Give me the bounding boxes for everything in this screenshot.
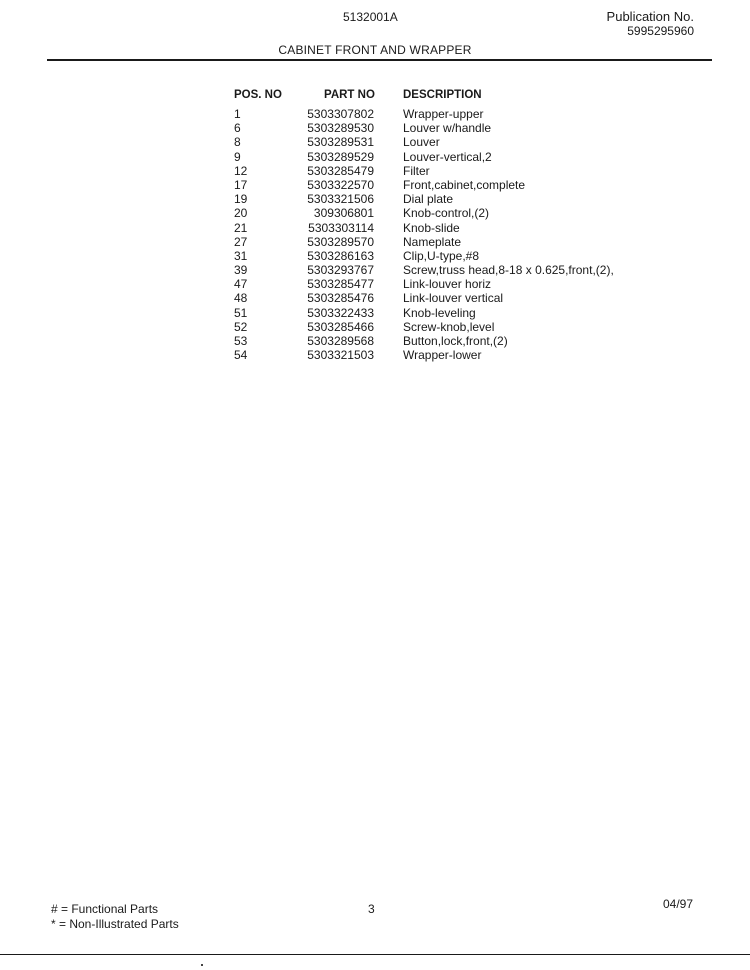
publication-number: 5995295960 bbox=[627, 24, 694, 38]
pos-no-cell: 17 bbox=[234, 177, 248, 192]
table-row bbox=[0, 263, 750, 277]
description-cell: Screw,truss head,8-18 x 0.625,front,(2), bbox=[403, 263, 614, 278]
part-no-cell: 5303322570 bbox=[307, 177, 374, 192]
legend-functional-parts: # = Functional Parts bbox=[51, 902, 159, 916]
part-no-cell: 5303289530 bbox=[307, 121, 374, 136]
part-no-cell: 5303293767 bbox=[307, 263, 374, 278]
table-row bbox=[0, 221, 750, 235]
table-row bbox=[0, 192, 750, 206]
header-divider bbox=[47, 59, 712, 61]
description-cell: Link-louver horiz bbox=[403, 277, 492, 292]
column-header-description: DESCRIPTION bbox=[403, 89, 482, 101]
table-row bbox=[0, 348, 750, 362]
pos-no-cell: 19 bbox=[234, 192, 248, 207]
table-row bbox=[0, 121, 750, 135]
part-no-cell: 5303321506 bbox=[307, 192, 374, 207]
table-row bbox=[0, 178, 750, 192]
model-number: 5132001A bbox=[343, 10, 398, 24]
part-no-cell: 5303322433 bbox=[307, 305, 374, 320]
table-row bbox=[0, 135, 750, 149]
part-no-cell: 5303285479 bbox=[307, 163, 374, 178]
table-row bbox=[0, 306, 750, 320]
pos-no-cell: 27 bbox=[234, 234, 248, 249]
description-cell: Louver bbox=[403, 135, 440, 150]
part-no-cell: 5303289531 bbox=[307, 135, 374, 150]
part-no-cell: 5303285466 bbox=[307, 319, 374, 334]
table-row bbox=[0, 164, 750, 178]
part-no-cell: 5303286163 bbox=[307, 248, 374, 263]
description-cell: Knob-control,(2) bbox=[403, 206, 490, 221]
table-row bbox=[0, 249, 750, 263]
description-cell: Front,cabinet,complete bbox=[403, 177, 526, 192]
pos-no-cell: 6 bbox=[234, 121, 241, 136]
part-no-cell: 5303285476 bbox=[307, 291, 374, 306]
pos-no-cell: 54 bbox=[234, 348, 248, 363]
legend-non-illustrated-parts: * = Non-Illustrated Parts bbox=[51, 917, 179, 931]
description-cell: Screw-knob,level bbox=[403, 319, 495, 334]
pos-no-cell: 21 bbox=[234, 220, 248, 235]
pos-no-cell: 1 bbox=[234, 107, 241, 121]
description-cell: Button,lock,front,(2) bbox=[403, 334, 508, 348]
part-no-cell: 5303307802 bbox=[307, 107, 374, 121]
pos-no-cell: 9 bbox=[234, 149, 241, 164]
part-no-cell: 5303285477 bbox=[307, 277, 374, 292]
scan-mark bbox=[201, 964, 203, 966]
column-header-part-no: PART NO bbox=[324, 89, 375, 101]
pos-no-cell: 39 bbox=[234, 263, 248, 278]
description-cell: Dial plate bbox=[403, 192, 454, 207]
description-cell: Filter bbox=[403, 163, 430, 178]
description-cell: Louver-vertical,2 bbox=[403, 149, 492, 164]
table-row bbox=[0, 107, 750, 121]
publication-label: Publication No. bbox=[606, 9, 694, 24]
part-no-cell: 5303289570 bbox=[307, 234, 374, 249]
part-no-cell: 5303321503 bbox=[307, 348, 374, 363]
page-number: 3 bbox=[368, 902, 375, 916]
footer-divider bbox=[0, 954, 750, 955]
pos-no-cell: 8 bbox=[234, 135, 241, 150]
description-cell: Knob-slide bbox=[403, 220, 460, 235]
description-cell: Wrapper-lower bbox=[403, 348, 482, 363]
pos-no-cell: 12 bbox=[234, 163, 248, 178]
description-cell: Clip,U-type,#8 bbox=[403, 248, 480, 263]
date-code: 04/97 bbox=[662, 897, 693, 911]
pos-no-cell: 52 bbox=[234, 319, 248, 334]
table-row bbox=[0, 291, 750, 305]
pos-no-cell: 47 bbox=[234, 277, 248, 292]
parts-list bbox=[0, 107, 750, 362]
table-row bbox=[0, 277, 750, 291]
part-no-cell: 309306801 bbox=[313, 206, 374, 221]
table-row bbox=[0, 206, 750, 220]
description-cell: Link-louver vertical bbox=[403, 291, 504, 306]
pos-no-cell: 53 bbox=[234, 334, 248, 348]
part-no-cell: 5303289529 bbox=[307, 149, 374, 164]
pos-no-cell: 48 bbox=[234, 291, 248, 306]
pos-no-cell: 51 bbox=[234, 305, 248, 320]
part-no-cell: 5303289568 bbox=[307, 334, 374, 348]
pos-no-cell: 20 bbox=[234, 206, 248, 221]
table-row bbox=[0, 150, 750, 164]
part-no-cell: 5303303114 bbox=[308, 220, 374, 235]
table-row bbox=[0, 235, 750, 249]
description-cell: Wrapper-upper bbox=[403, 107, 484, 121]
section-title: CABINET FRONT AND WRAPPER bbox=[278, 43, 472, 57]
description-cell: Knob-leveling bbox=[403, 305, 476, 320]
column-header-pos-no: POS. NO bbox=[234, 89, 282, 101]
table-row bbox=[0, 320, 750, 334]
pos-no-cell: 31 bbox=[234, 248, 248, 263]
table-row bbox=[0, 334, 750, 348]
description-cell: Louver w/handle bbox=[403, 121, 492, 136]
description-cell: Nameplate bbox=[403, 234, 462, 249]
